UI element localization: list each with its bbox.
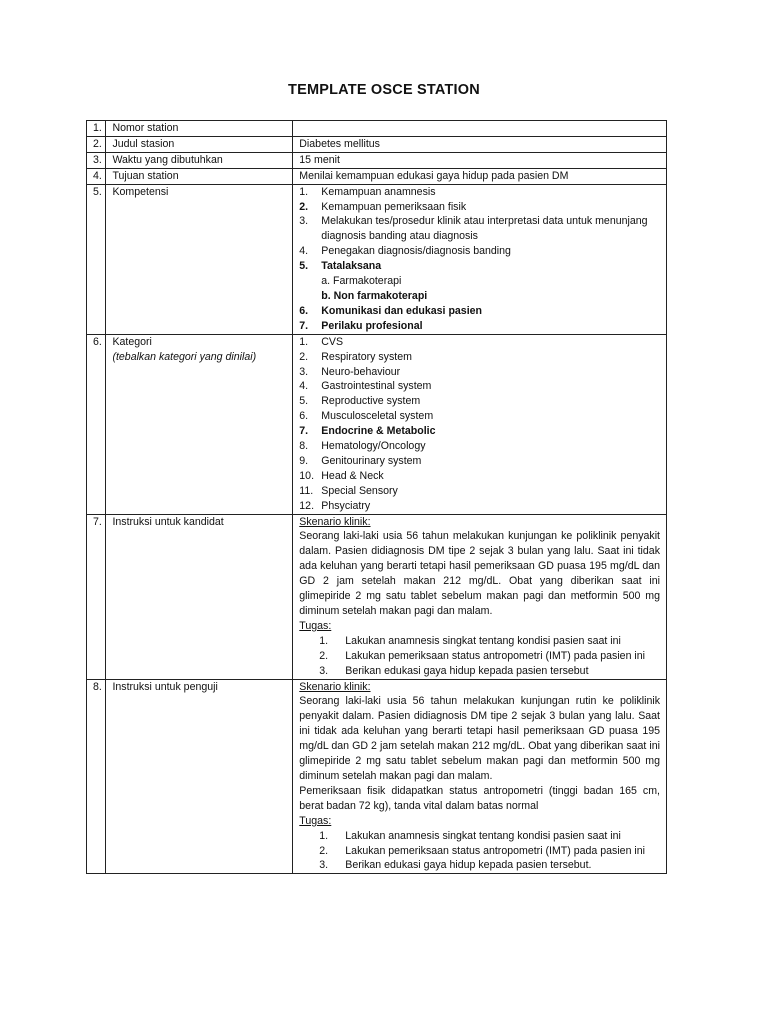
list-item: 3. Melakukan tes/prosedur klinik atau interpretasi data untuk menunjang diagnosis banding atau diagnosis <box>299 215 648 243</box>
list-item: 7. Perilaku profesional <box>299 319 423 332</box>
kategori-list <box>299 335 660 514</box>
row-number: 1. <box>87 121 106 137</box>
scenario-paragraph: Seorang laki-laki usia 56 tahun melakukan kunjungan rutin ke poliklinik penyakit dalam. Pasien didiagnosis DM tipe 2 sejak 3 bulan yang lalu. Saat ini tidak ada keluhan yang berarti tetapi hasil pemeriksaan GD puasa 195 mg/dL dan GD 2 jam setelah makan 212 mg/dL. Obat yang diberikan saat ini glimepiride 2 mg satu tablet sebelum makan pagi dan metformin 500 mg diminum setelah makan pagi dan malam. <box>299 695 660 782</box>
list-subitem: a. Farmakoterapi <box>321 275 402 288</box>
kompetensi-list-cell <box>293 184 667 334</box>
row-label: Waktu yang dibutuhkan <box>106 152 293 168</box>
row-label: Kategori <box>112 335 152 348</box>
table-row-instruksi-penguji <box>87 679 667 874</box>
row-number: 2. <box>87 136 106 152</box>
row-number: 3. <box>87 152 106 168</box>
list-item: 3. Neuro-behaviour <box>299 365 401 378</box>
list-item: 1. Lakukan anamnesis singkat tentang kondisi pasien saat ini <box>319 634 621 647</box>
row-value: Diabetes mellitus <box>293 136 667 152</box>
kandidat-content-cell <box>293 514 667 679</box>
list-item: 7. Endocrine & Metabolic <box>299 425 436 438</box>
list-item: 8. Hematology/Oncology <box>299 440 426 453</box>
tasks-heading: Tugas: <box>299 814 332 827</box>
list-item: 4. Gastrointestinal system <box>299 380 432 393</box>
row-value: Menilai kemampuan edukasi gaya hidup pada pasien DM <box>293 168 667 184</box>
table-row-kompetensi <box>87 184 667 334</box>
kategori-list-cell <box>293 334 667 514</box>
scenario-heading: Skenario klinik: <box>299 515 371 528</box>
row-label: Tujuan station <box>106 168 293 184</box>
list-item: 5. Tatalaksana <box>299 260 382 273</box>
list-item: 6. Komunikasi dan edukasi pasien <box>299 304 483 317</box>
row-label-cell <box>106 334 293 514</box>
row-number: 4. <box>87 168 106 184</box>
row-label: Nomor station <box>106 121 293 137</box>
list-item: 2. Kemampuan pemeriksaan fisik <box>299 200 467 213</box>
list-item: 2. Respiratory system <box>299 350 412 363</box>
table-row-instruksi-kandidat <box>87 514 667 679</box>
list-item: 2. Lakukan pemeriksaan status antropometri (IMT) pada pasien ini <box>319 844 645 857</box>
row-number: 8. <box>87 679 106 874</box>
table-row-tujuan <box>87 168 667 184</box>
list-item: 10. Head & Neck <box>299 469 384 482</box>
list-subitem: b. Non farmakoterapi <box>321 289 428 302</box>
list-item: 5. Reproductive system <box>299 395 421 408</box>
table-row-judul-stasion <box>87 136 667 152</box>
row-label-note: (tebalkan kategori yang dinilai) <box>112 350 257 363</box>
row-number: 6. <box>87 334 106 514</box>
row-label: Judul stasion <box>106 136 293 152</box>
row-label: Instruksi untuk kandidat <box>106 514 293 679</box>
row-number: 5. <box>87 184 106 334</box>
list-item: 2. Lakukan pemeriksaan status antropometri (IMT) pada pasien ini <box>319 649 645 662</box>
list-item: 4. Penegakan diagnosis/diagnosis banding <box>299 245 511 258</box>
list-item: 1. CVS <box>299 335 344 348</box>
list-item: 12. Phsyciatry <box>299 499 371 512</box>
list-item: 9. Genitourinary system <box>299 454 422 467</box>
penguji-content-cell <box>293 679 667 874</box>
row-number: 7. <box>87 514 106 679</box>
row-label: Instruksi untuk penguji <box>106 679 293 874</box>
row-value: 15 menit <box>293 152 667 168</box>
task-list <box>299 829 660 874</box>
exam-paragraph: Pemeriksaan fisik didapatkan status antropometri (tinggi badan 165 cm, berat badan 72 kg), tanda vital dalam batas normal <box>299 784 660 812</box>
list-item: 11. Special Sensory <box>299 484 398 497</box>
tasks-heading: Tugas: <box>299 619 332 632</box>
table-row-kategori <box>87 334 667 514</box>
row-value <box>293 121 667 137</box>
scenario-paragraph: Seorang laki-laki usia 56 tahun melakukan kunjungan ke poliklinik penyakit dalam. Pasien didiagnosis DM tipe 2 sejak 3 bulan yang lalu. Saat ini tidak ada keluhan yang berarti tetapi hasil pemeriksaan GD puasa 195 mg/dL dan GD 2 jam setelah makan 212 mg/dL. Obat yang diberikan saat ini glimepiride 2 mg satu tablet sebelum makan pagi dan metformin 500 mg diminum setelah makan pagi dan malam. <box>299 530 660 617</box>
list-item: 6. Musculosceletal system <box>299 410 434 423</box>
scenario-heading: Skenario klinik: <box>299 680 371 693</box>
list-item: 1. Lakukan anamnesis singkat tentang kondisi pasien saat ini <box>319 829 621 842</box>
document-title: TEMPLATE OSCE STATION <box>288 82 480 98</box>
list-item: 1. Kemampuan anamnesis <box>299 185 436 198</box>
osce-table <box>86 120 667 874</box>
task-list <box>299 634 660 679</box>
row-label: Kompetensi <box>106 184 293 334</box>
kompetensi-list <box>299 185 660 334</box>
list-item: 3. Berikan edukasi gaya hidup kepada pasien tersebut <box>319 664 589 677</box>
list-item: 3. Berikan edukasi gaya hidup kepada pasien tersebut. <box>319 859 592 872</box>
table-row-nomor-station <box>87 121 667 137</box>
table-row-waktu <box>87 152 667 168</box>
